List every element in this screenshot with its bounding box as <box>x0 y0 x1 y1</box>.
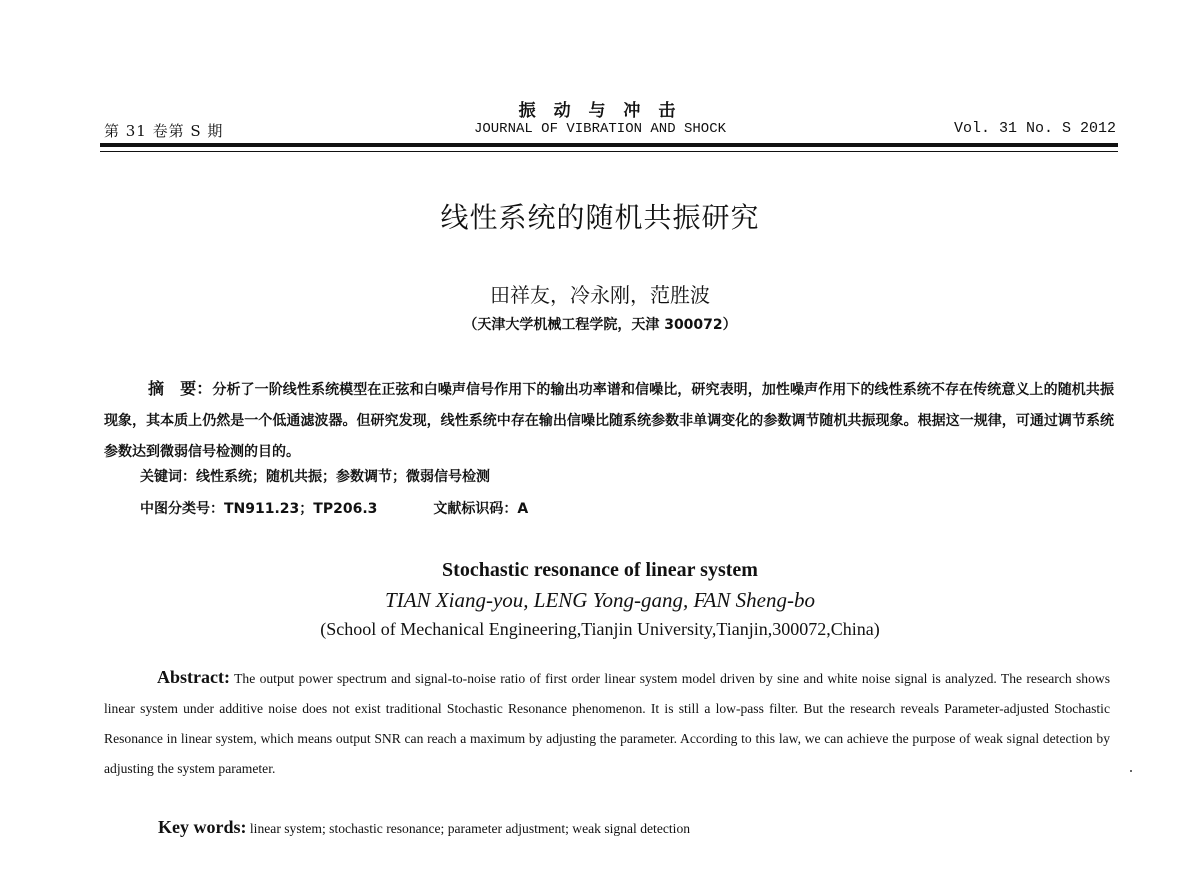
journal-name-cn: 振 动 与 冲 击 <box>518 101 682 121</box>
authors-cn: 田祥友，冷永刚，范胜波 <box>490 283 710 307</box>
abstract-cn-label: 摘 要： <box>148 379 213 398</box>
keywords-cn-label: 关键词： <box>140 469 196 485</box>
paper-title-en: Stochastic resonance of linear system <box>442 559 758 581</box>
keywords-cn-text: 线性系统；随机共振；参数调节；微弱信号检测 <box>196 469 490 485</box>
journal-name-en: JOURNAL OF VIBRATION AND SHOCK <box>473 121 727 137</box>
header-rule-thick <box>100 143 1118 147</box>
abstract-en <box>104 662 1110 784</box>
abstract-cn <box>104 373 1114 468</box>
abstract-cn-text: 分析了一阶线性系统模型在正弦和白噪声信号作用下的输出功率谱和信噪比，研究表明，加性噪声作用下的线性系统不存在传统意义上的随机共振现象，其本质上仍然是一个低通滤波器。但研究发现，线性系统中存在输出信噪比随系统参数非单调变化的参数调节随机共振现象。根据这一规律，可通过调节系统参数达到微弱信号检测的目的。 <box>104 382 1114 460</box>
affiliation-en: (School of Mechanical Engineering,Tianjin University,Tianjin,300072,China) <box>320 619 880 639</box>
keywords-en-label: Key words: <box>158 817 247 837</box>
clc-label: 中图分类号： <box>140 501 224 517</box>
keywords-en-text: linear system; stochastic resonance; parameter adjustment; weak signal detection <box>249 821 691 836</box>
header-rule-thin <box>100 151 1118 152</box>
volume-info: Vol. 31 No. S 2012 <box>953 120 1116 137</box>
doc-code-value: A <box>517 501 529 517</box>
abstract-en-label: Abstract: <box>157 667 230 687</box>
classification-cn <box>140 498 528 518</box>
clc-value: TN911.23；TP206.3 <box>224 501 378 517</box>
scan-speck <box>1130 770 1132 772</box>
abstract-en-text: The output power spectrum and signal-to-noise ratio of first order linear system model driven by sine and white noise signal is analyzed. The research shows linear system under additive noise does not exist traditional Stochastic Resonance phenomenon. It is still a low-pass filter. But the research reveals Parameter-adjusted Stochastic Resonance in linear system, which means output SNR can reach a maximum by adjusting the parameter. According to this law, we can achieve the purpose of weak signal detection by adjusting the system parameter. <box>104 671 1111 776</box>
affiliation-cn: （天津大学机械工程学院，天津 300072） <box>463 317 737 333</box>
authors-en: TIAN Xiang-you, LENG Yong-gang, FAN Sheng-bo <box>385 588 815 612</box>
keywords-en <box>158 817 690 838</box>
keywords-cn <box>140 466 490 486</box>
doc-code-label: 文献标识码： <box>433 501 518 517</box>
issue-number: 第 31 卷第 S 期 <box>104 122 224 140</box>
paper-title-cn: 线性系统的随机共振研究 <box>440 201 760 234</box>
